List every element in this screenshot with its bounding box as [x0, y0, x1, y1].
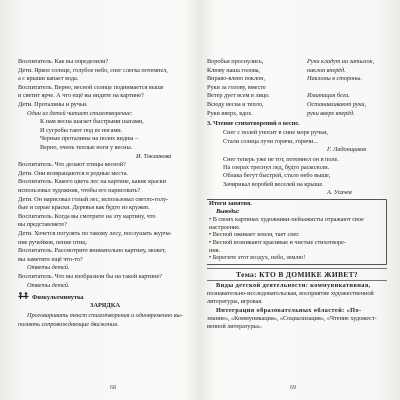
physical-heading — [18, 292, 84, 302]
poem-line: Стали солнца лучи горячи, горячи... — [223, 137, 318, 145]
rhyme-action: Имитация бега. — [307, 92, 350, 100]
text-line: вы представляете? — [18, 221, 67, 229]
exercise-heading: ЗАРЯДКА — [90, 302, 120, 310]
text-line: Воспитатель. Когда вы смотрите на эту картину, что — [18, 212, 156, 220]
summary-line: настроение. — [209, 223, 241, 231]
text-line: бые и серые краски. Деревья как будто из кружев. — [18, 204, 150, 212]
text-line: использовал художник, чтобы его нарисовать? — [18, 187, 141, 194]
text-line: И. Токмакова — [136, 152, 172, 160]
text-line: Воспитатель. Что делают птицы весной? — [18, 161, 126, 169]
text-line: Один из детей читает стихотворение: — [27, 109, 133, 117]
text-line: Дети. Яркое солнце, голубое небо, снег слегка потемнел, — [18, 66, 168, 74]
text-line: Черные проталины на полях видны – — [40, 135, 139, 143]
rhyme-action: Наклоны в стороны. — [307, 75, 362, 83]
text-line: Воспитатель. Что вы изобразили бы на такой картине? — [18, 273, 163, 280]
poem-author: Г. Ладонщиков — [327, 145, 366, 153]
text-line: ние ручейков, пение птиц. — [18, 238, 88, 246]
summary-line: ния. — [209, 246, 221, 254]
lesson-info-line: познавательно-исследовательская, восприятие художественной — [207, 290, 374, 297]
rhyme-line: Воробьи проснулись, — [207, 58, 264, 65]
instruction-line: полнять сопровождающие движения. — [18, 320, 119, 328]
lesson-info-line: Виды детской деятельности: коммуникативная, — [216, 281, 371, 289]
poem-heading: 3. Чтение стихотворений о весне. — [207, 120, 300, 128]
lesson-info-line: литературы, игровая. — [207, 298, 263, 306]
text-line: К нам весна шагает быстрыми шагами, — [40, 118, 144, 126]
text-line: и светит ярче. А что ещё вы видите на картине? — [18, 92, 144, 100]
page-number-right: 69 — [290, 385, 296, 391]
lesson-info-line: венной литературы». — [207, 323, 263, 331]
people-icon — [18, 292, 29, 300]
rhyme-action: руки вверх вперёд. — [307, 109, 355, 117]
text-line: Ответы детей. — [27, 264, 70, 272]
text-line: Воспитатель. Какого цвета лес на картине, какие краски — [18, 178, 167, 186]
rhyme-line: Руки за голову, вместе — [207, 83, 266, 91]
text-line: Дети. Проталины и ручьи. — [18, 101, 88, 108]
poem-line: Зачирикал воробей веселей на крыше. — [223, 180, 324, 188]
text-line: вы заметите ещё что-то? — [18, 255, 83, 263]
left-page — [18, 58, 200, 378]
text-line: Воспитатель. Как вы определили? — [18, 58, 109, 65]
text-line: Дети. Он нарисовал голый лес, использовал светло-голу- — [18, 195, 169, 203]
right-page — [207, 58, 387, 378]
rhyme-action: Останавливают руки, — [307, 101, 366, 108]
summary-line: • Весной возникают красивые и чистые стихотворе- — [209, 239, 346, 247]
poem-line: Снег теперь уже не тот, потемнел он в поле. — [223, 155, 339, 163]
rhyme-line: Всюду весна и тепло, — [207, 101, 264, 108]
poem-line: Облака бегут быстрей, стало небо выше, — [223, 172, 331, 180]
summary-subtitle: Выводы: — [216, 208, 240, 216]
rhyme-line: Клюву наша голова, — [207, 66, 261, 74]
rhyme-line: Руки вверх, вдох. — [207, 109, 253, 117]
text-line: Ответы детей. — [27, 281, 70, 289]
summary-line: • Весной оживает земля, тает снег. — [209, 231, 300, 239]
text-line: И сугробы тают под ее ногами. — [40, 126, 123, 134]
text-line: Воспитатель. Рассмотрите внимательно картину, может, — [18, 247, 166, 255]
summary-line: • Берегите этот воздух, небо, землю! — [209, 254, 305, 262]
rhyme-action: наклон вперёд. — [307, 66, 346, 74]
summary-title: Итоги занятия. — [209, 200, 252, 208]
text-line: Дети. Они возвращаются в родные места. — [18, 169, 129, 177]
poem-line: Снег с полей уносит в сине море ручьи, — [223, 129, 328, 137]
text-line: Дети. Хочется погулять по такому лесу, послушать журча- — [18, 230, 172, 237]
rhyme-action: Руки кладут на затылок, — [307, 58, 374, 65]
poem-author: А. Усачев — [327, 188, 352, 196]
physical-heading-text: Физкультминутка — [32, 294, 84, 302]
text-line: Верно, очень теплые ноги у весны. — [40, 144, 133, 151]
rhyme-line: Ветер дует всем в лицо. — [207, 92, 270, 100]
instruction-line: Проговаривать текст стихотворения и одновременно вы- — [27, 312, 183, 320]
summary-line: • В своих картинах художники-пейзажисты отражают свое — [209, 216, 364, 224]
lesson-info-line: Интеграция образовательных областей: «По- — [216, 306, 362, 314]
text-line: а с крыши капает вода. — [18, 75, 79, 83]
poem-line: На озерах треснул лед, будто раскололи. — [223, 163, 330, 171]
page-number-left: 68 — [110, 385, 116, 391]
text-line: Воспитатель. Верно, весной солнце поднимается выше — [18, 83, 164, 91]
lesson-info-line: знание», «Коммуникация», «Социализация», «Чтение художест- — [207, 314, 377, 322]
rhyme-line: Вправо-влево поклон, — [207, 75, 265, 83]
lesson-title: Тема: КТО В ДОМИКЕ ЖИВЕТ? — [207, 268, 387, 281]
